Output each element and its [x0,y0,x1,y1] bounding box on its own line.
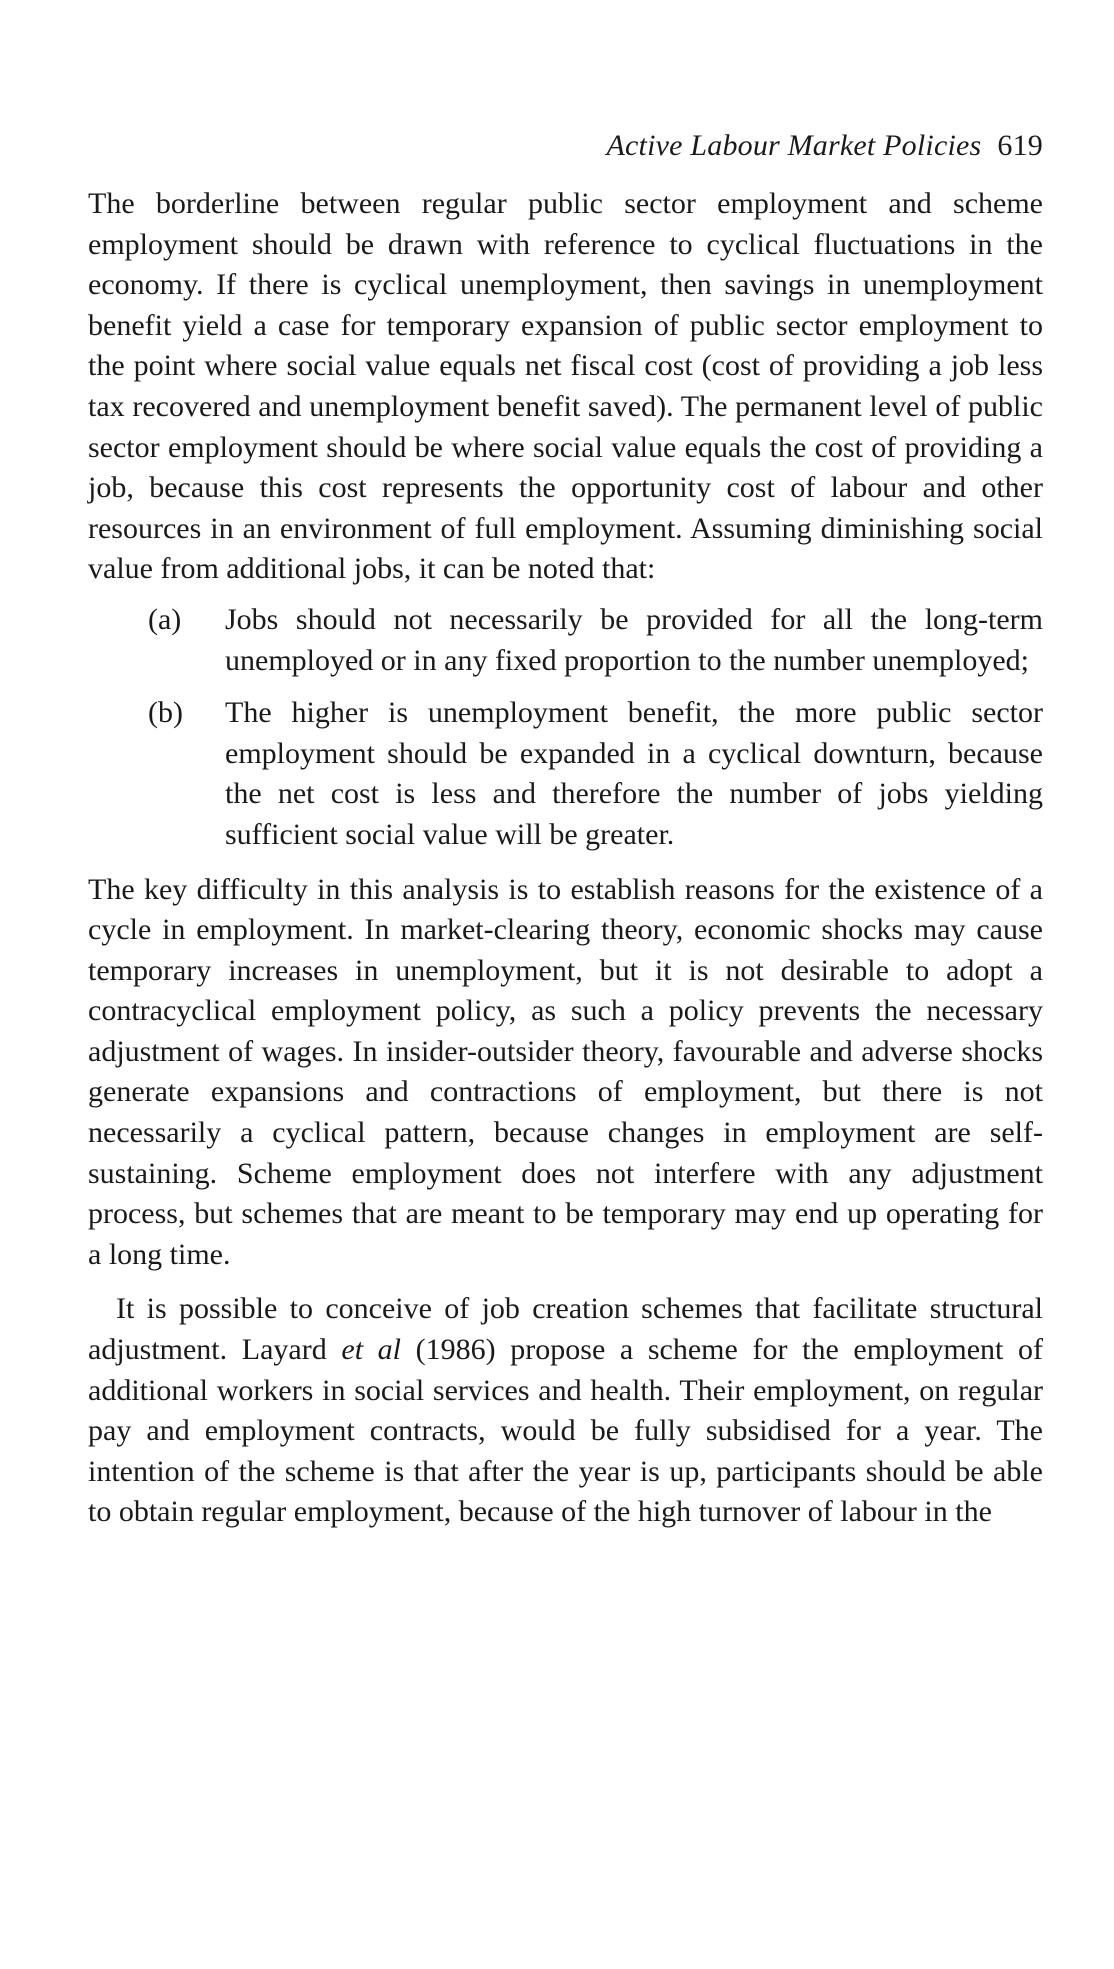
book-page [88,128,1043,1533]
running-head [88,128,1043,164]
list-item-text: Jobs should not necessarily be provided for all the long-term unemployed or in any fixed proportion to the number unemployed; [225,602,1043,677]
list-marker: (b) [148,696,183,730]
running-title: Active Labour Market Policies [606,129,982,162]
list-item-text: The higher is unemployment benefit, the more public sector employment should be expanded in a cyclical downturn, because the net cost is less and therefore the number of jobs yielding sufficient social value will be greater. [225,696,1043,851]
paragraph-1: The borderline between regular public sector employment and scheme employment should be drawn with reference to cyclical fluctuations in the economy. If there is cyclical unemployment, then savings in unemployment benefit yield a case for temporary expansion of public sector employment to the point where social value equals net fiscal cost (cost of providing a job less tax recovered and unemployment benefit saved). The permanent level of public sector employment should be where social value equals the cost of providing a job, because this cost represents the opportunity cost of labour and other resources in an environment of full employment. Assuming diminishing social value from additional jobs, it can be noted that: [88,187,1043,586]
paragraph-3 [88,1289,1043,1533]
list-marker: (a) [148,602,182,636]
list-item [88,600,1043,681]
list-item [88,693,1043,855]
paragraph-3-text-b: (1986) propose a scheme for the employment of additional workers in social services and health. Their employment, on regular pay and employment contracts, would be fully subsidised for a year. The intention of the scheme is that after the year is up, participants should be able to obtain regular employment, because of the high turnover of labour in the [88,1333,1044,1529]
numbered-list [88,600,1043,856]
citation-et-al: et al [341,1333,402,1367]
paragraph-2: The key difficulty in this analysis is to establish reasons for the existence of a cycle in employment. In market-clearing theory, economic shocks may cause temporary increases in unemployment, but it is not desirable to adopt a contracyclical employment policy, as such a policy prevents the necessary adjustment of wages. In insider-outsider theory, favourable and adverse shocks generate expansions and contractions of employment, but there is not necessarily a cyclical pattern, because changes in employment are self-sustaining. Scheme employment does not interfere with any adjustment process, but schemes that are meant to be temporary may end up operating for a long time. [88,872,1043,1271]
paragraph-3-text-a: It is possible to conceive of job creation schemes that facilitate structural adjustment. Layard [88,1292,1043,1367]
page-number: 619 [997,129,1043,162]
